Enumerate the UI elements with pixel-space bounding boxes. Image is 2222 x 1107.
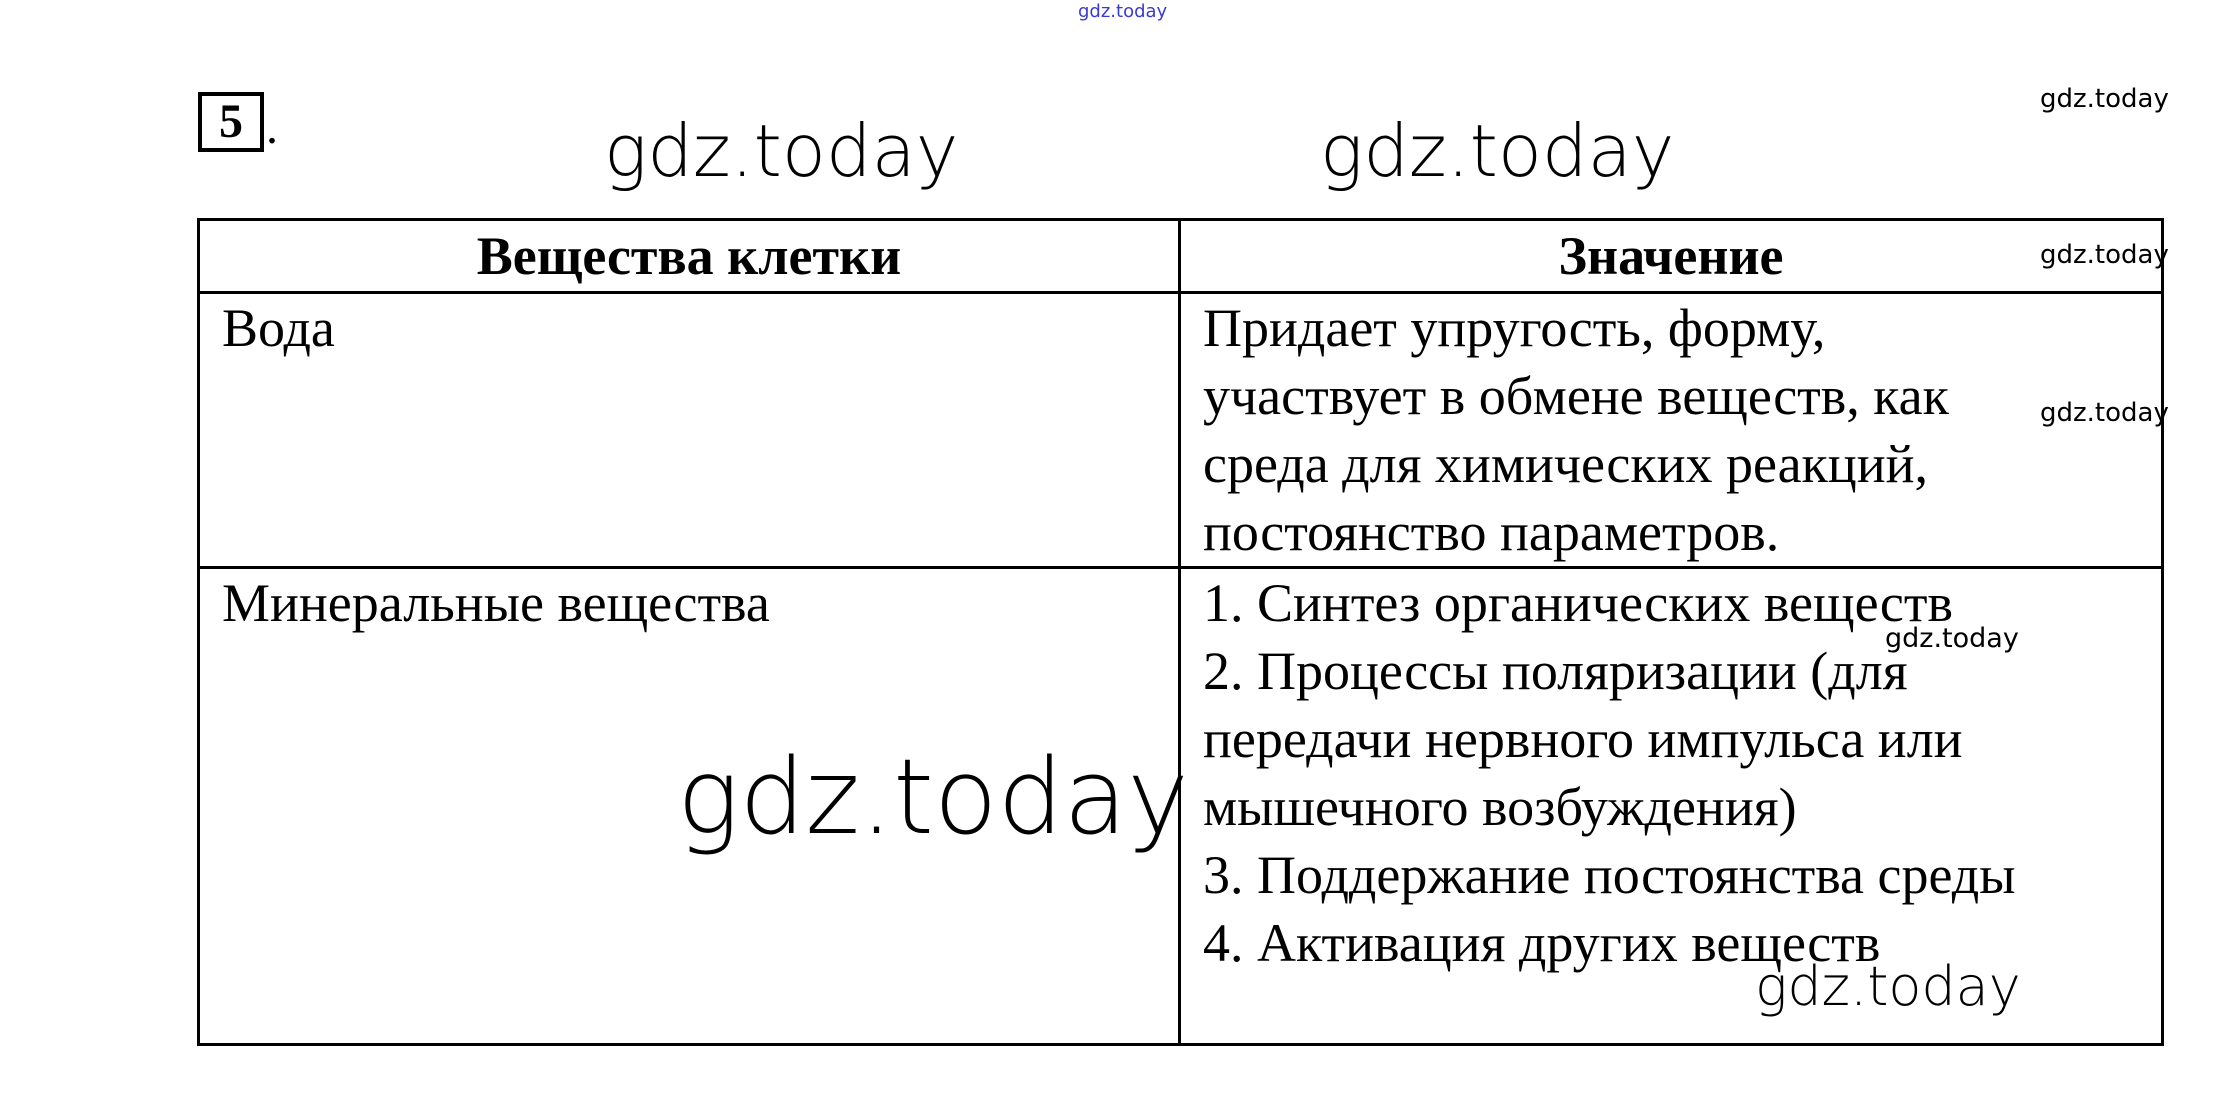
header-meaning: Значение [1180, 220, 2163, 293]
task-number [198, 92, 278, 152]
meaning-line: 1. Синтез органических веществ [1203, 573, 1953, 633]
meaning-line: среда для химических реакций, [1203, 434, 1928, 494]
cell-substance: Вода [199, 293, 1180, 568]
header-substances: Вещества клетки [199, 220, 1180, 293]
watermark-top: gdz.today [1078, 1, 1168, 22]
task-number-dot: . [266, 101, 278, 154]
table-row [199, 293, 2163, 568]
watermark-corner-1: gdz.today [2040, 84, 2169, 114]
watermark-large-1: gdz.today [604, 109, 959, 193]
watermark-corner-2: gdz.today [2040, 240, 2169, 270]
cell-meaning [1180, 293, 2163, 568]
cell-substance: Минеральные вещества [199, 568, 1180, 1045]
watermark-mid-small: gdz.today [1885, 623, 2019, 654]
meaning-line: передачи нервного импульса или [1203, 709, 1963, 769]
meaning-line: 4. Активация других веществ [1203, 913, 1881, 973]
meaning-line: 3. Поддержание постоянства среды [1203, 845, 2016, 905]
meaning-line: 2. Процессы поляризации (для [1203, 641, 1908, 701]
meaning-line: постоянство параметров. [1203, 502, 1780, 562]
watermark-corner-3: gdz.today [2040, 398, 2169, 428]
meaning-line: участвует в обмене веществ, как [1203, 366, 1949, 426]
watermark-large-2: gdz.today [1320, 109, 1675, 193]
watermark-center: gdz.today [677, 736, 1189, 858]
table-header-row [199, 220, 2163, 293]
substances-table [197, 218, 2164, 1046]
watermark-bottom: gdz.today [1755, 955, 2021, 1018]
meaning-line: мышечного возбуждения) [1203, 777, 1797, 837]
meaning-line: Придает упругость, форму, [1203, 298, 1826, 358]
task-number-box: 5 [198, 92, 264, 152]
